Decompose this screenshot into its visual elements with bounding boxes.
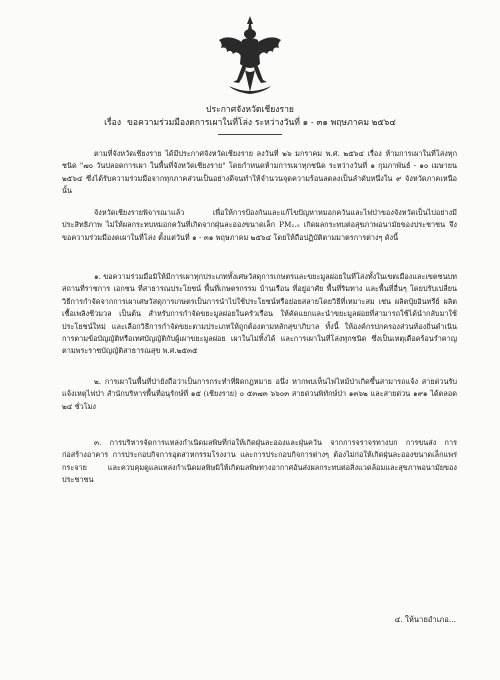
paragraph-measure-1: ๑. ขอความร่วมมือมิให้มีการเผาทุกประเภททั้งเศษวัสดุการเกษตรและขยะมูลฝอยในที่โล่งทั้งในเขตเมืองและเขตชนบท สถานที่ราชการ เอกชน ที่สาธารณประโยชน์ พื้นที่เกษตรกรรม บ้านเรือน ที่อยู่อาศัย พื้นที่ริมทาง และพื้นที่อื่นๆ โดยปรับเปลี่ยนวิธีการกำจัดจากการเผาเศษวัสดุการเกษตรเป็นการนำไปใช้ประโยชน์หรือย่อยสลายโดยวิธีที่เหมาะสม เช่น ผลิตปุ๋ยอินทรีย์ ผลิตเชื้อเพลิงชีวมวล เป็นต้น สำหรับการกำจัดขยะมูลฝอยในครัวเรือน ให้คัดแยกและนำขยะมูลฝอยที่สามารถใช้ได้นำกลับมาใช้ประโยชน์ใหม่ และเลือกวิธีการกำจัดขยะตามประเภทให้ถูกต้องตามหลักสุขาภิบาล ทั้งนี้ ให้องค์กรปกครองส่วนท้องถิ่นดำเนินการตามข้อบัญญัติหรือเทศบัญญัติกับผู้เผาขยะมูลฝอย เผาในไม่ทิ้งได้ และการเผาในที่โล่งทุกชนิด ซึ่งเป็นเหตุเดือดร้อนรำคาญตามพระราชบัญญัติสาธารณสุข พ.ศ.๒๕๓๕ [62, 272, 457, 356]
announcement-subject [0, 117, 500, 129]
paragraph-measure-2: ๒. การเผาในพื้นที่ป่ายังถือว่าเป็นการกระทำที่ผิดกฎหมาย อนึ่ง หากพบเห็นไฟไหม้ป่าเกิดขึ้นสามารถแจ้ง สายด่วนรับแจ้งเหตุไฟป่า สำนักบริหารพื้นที่อนุรักษ์ที่ ๑๕ (เชียงราย) ๐ ๕๓๗๓ ๖๖๐๓ สายด่วนพิทักษ์ป่า ๑๓๖๒ และสายด่วน ๑๙๑ ได้ตลอด ๒๔ ชั่วโมง [62, 377, 457, 411]
subject-text: ขอความร่วมมืองดการเผาในที่โล่ง ระหว่างวันที่ ๑ - ๓๑ พฤษภาคม ๒๕๖๔ [127, 118, 396, 128]
subject-label: เรื่อง [104, 118, 122, 128]
paragraph-measure-3: ๓. การบริหารจัดการแหล่งกำเนิดมลพิษที่ก่อให้เกิดฝุ่นละอองและฝุ่นควัน จากการจราจรทางบก การขนส่ง การก่อสร้างอาคาร การประกอบกิจการอุตสาหกรรมโรงงาน และการประกอบกิจการต่างๆ ต้องไม่ก่อให้เกิดฝุ่นละอองขนาดเล็กแพร่กระจาย และควบคุมดูแลแหล่งกำเนิดมลพิษมิให้เกิดมลพิษทางอากาศอันส่งผลกระทบต่อสิ่งแวดล้อมและสุขภาพอนามัยของประชาชน [62, 438, 457, 485]
garuda-emblem-icon [215, 14, 285, 98]
paragraph-request: จังหวัดเชียงรายพิจารณาแล้ว เพื่อให้การป้องกันและแก้ไขปัญหาหมอกควันและไฟป่าของจังหวัดเป็นไปอย่างมีประสิทธิภาพ ไม่ให้ผลกระทบหมอกควันที่เกิดจากฝุ่นละอองขนาดเล็ก PM₂.₅ เกิดผลกระทบต่อสุขภาพอนามัยของประชาชน จึงขอความร่วมมืองดเผาในที่โล่ง ตั้งแต่วันที่ ๑ - ๓๑ พฤษภาคม ๒๕๖๔ โดยให้ถือปฏิบัติตามมาตรการต่างๆ ดังนี้ [62, 208, 457, 242]
title-divider [218, 134, 282, 135]
paragraph-background: ตามที่จังหวัดเชียงราย ได้มีประกาศจังหวัดเชียงราย ลงวันที่ ๒๖ มกราคม พ.ศ. ๒๕๖๔ เรื่อง ห้ามการเผาในที่โล่งทุกชนิด "๗๐ วันปลอดการเผา ในพื้นที่จังหวัดเชียงราย" โดยกำหนดห้ามการเผาทุกชนิด ระหว่างวันที่ ๑ กุมภาพันธ์ - ๑๐ เมษายน ๒๕๖๔ ซึ่งได้รับความร่วมมือจากทุกภาคส่วนเป็นอย่างดีจนทำให้จำนวนจุดความร้อนลดลงเป็นลำดับหนึ่งใน ๙ จังหวัดภาคเหนือ นั้น [62, 149, 457, 196]
continuation-note: ๔. ให้นายอำเภอ... [394, 615, 456, 624]
announcement-title: ประกาศจังหวัดเชียงราย [206, 105, 294, 115]
